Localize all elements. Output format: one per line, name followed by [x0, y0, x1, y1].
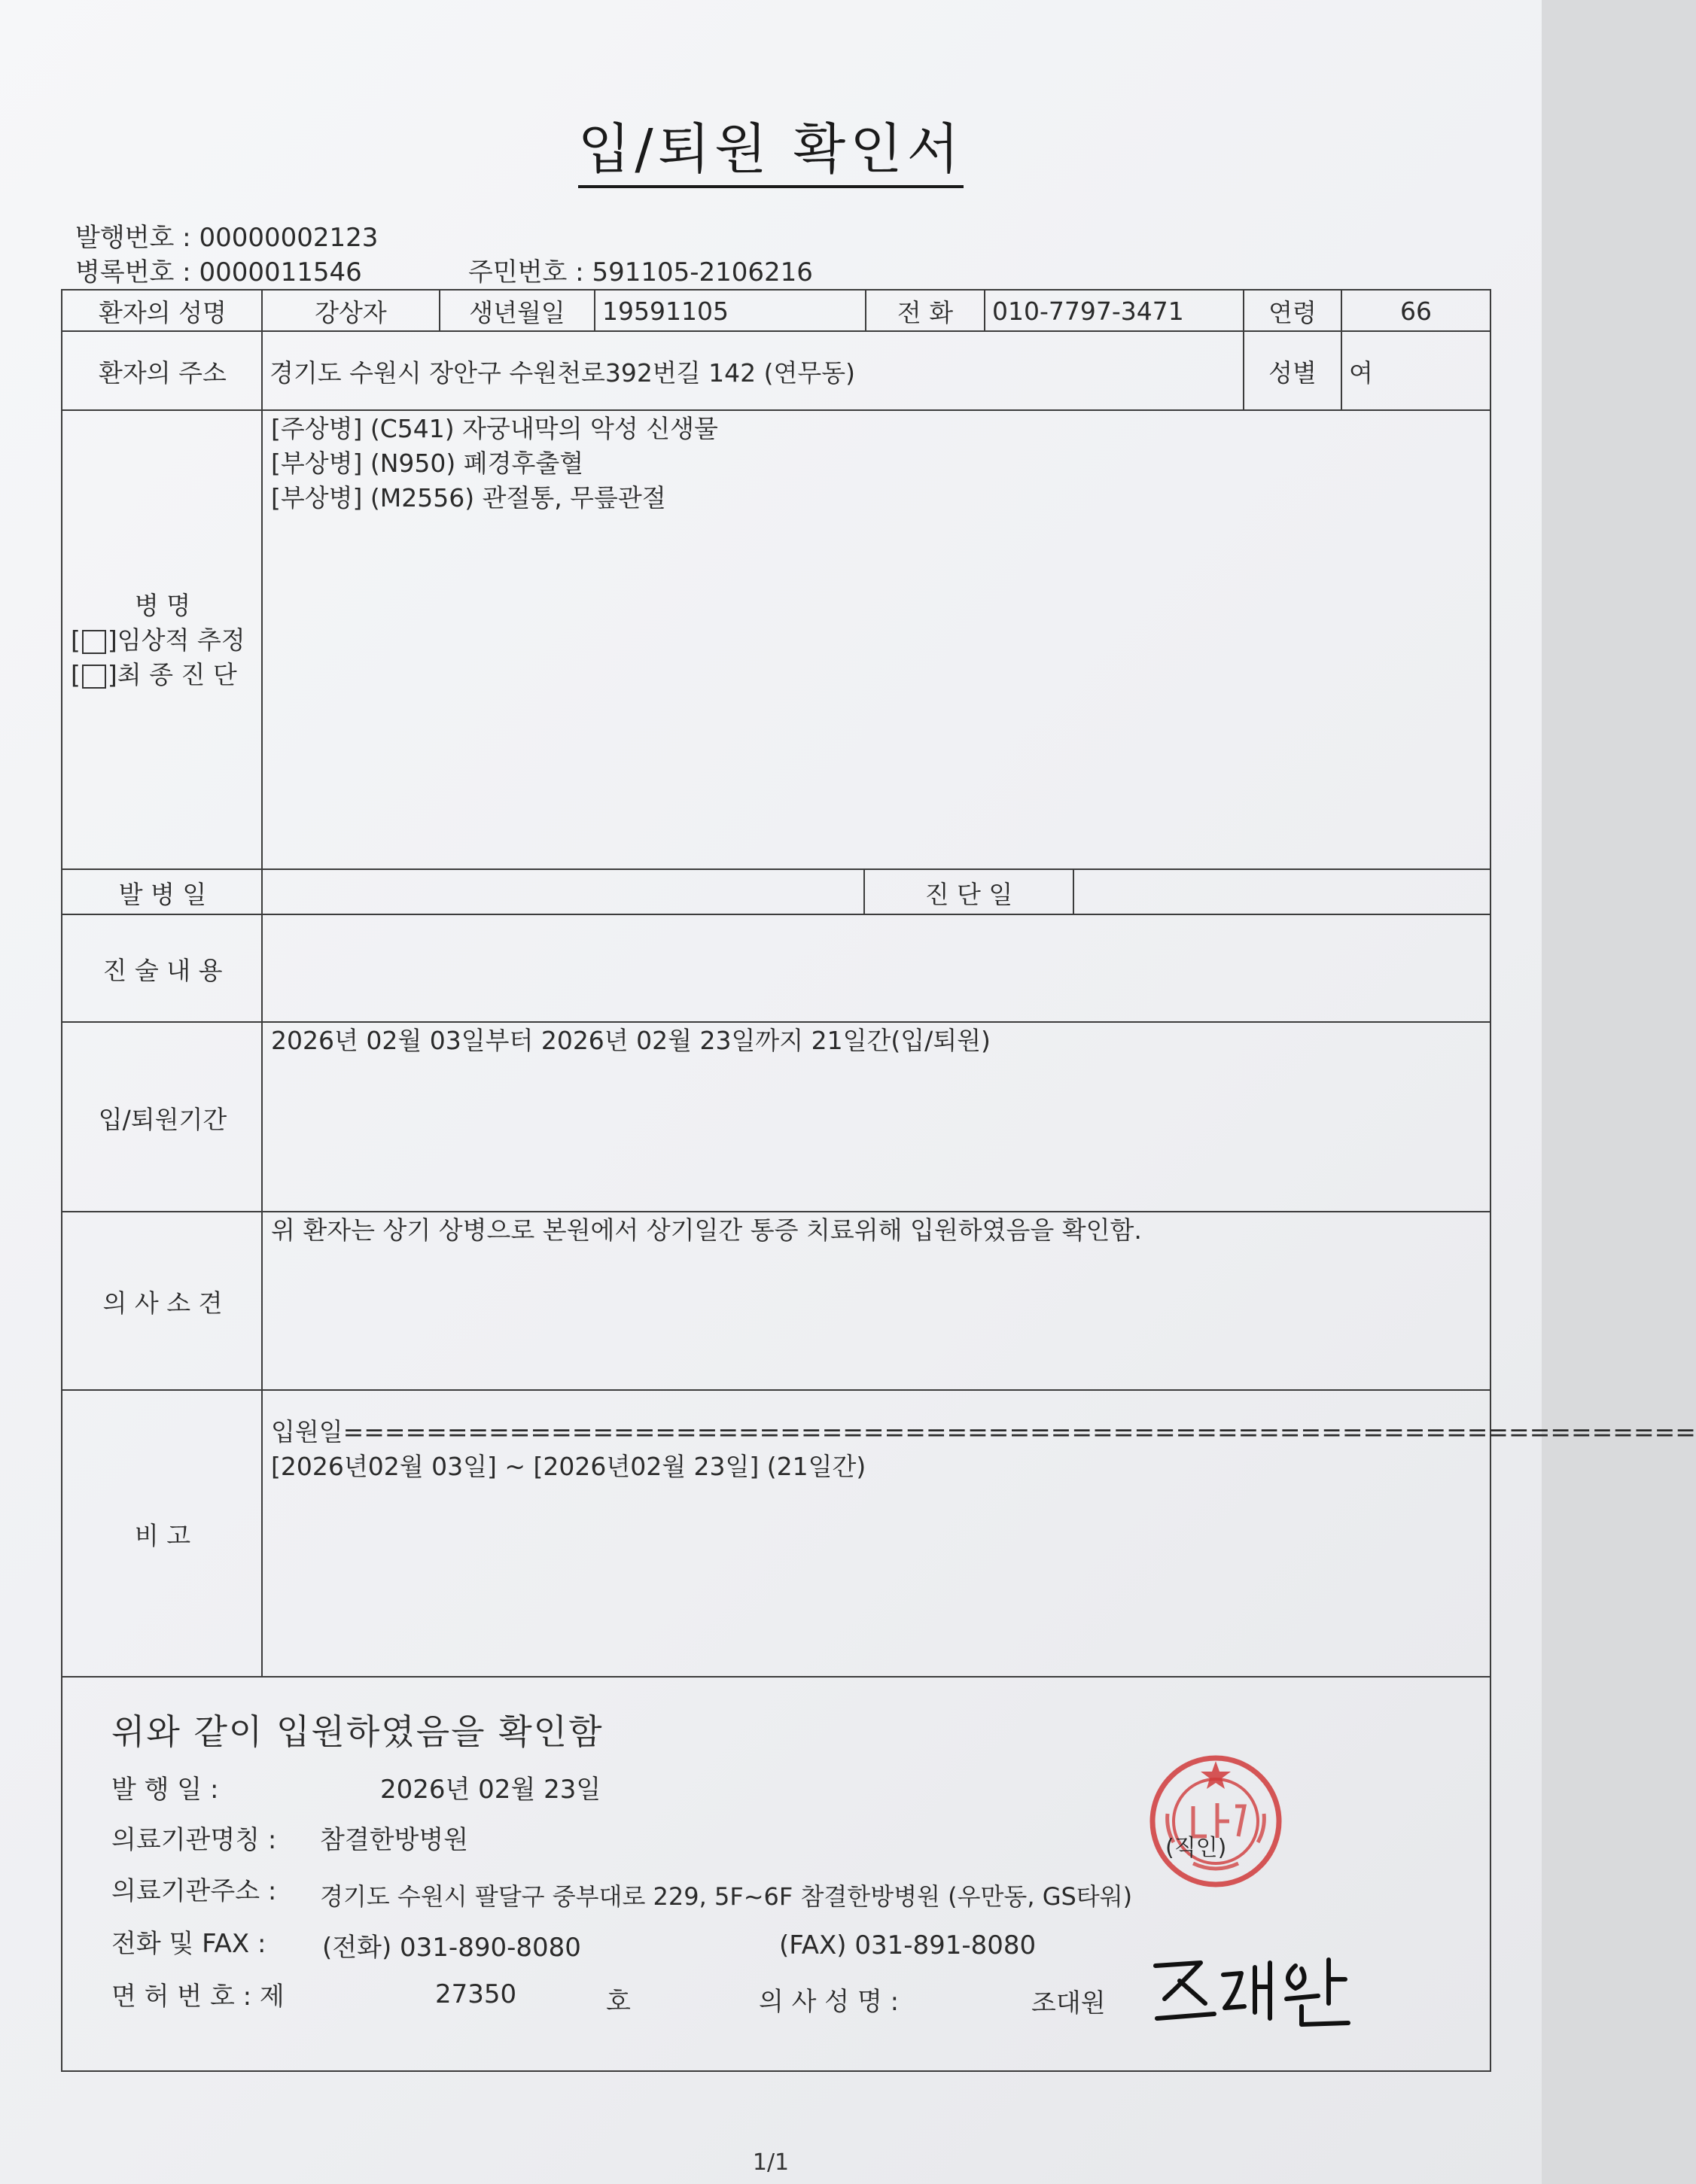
diagnosis-label: 병 명: [134, 591, 191, 620]
sex-value: 여: [1349, 358, 1373, 388]
page-number: 1/1: [752, 2149, 790, 2176]
license-label: 면 허 번 호 : 제: [111, 1982, 285, 2012]
hospital-name: 참결한방병원: [320, 1825, 469, 1855]
birth-date: 19591105: [602, 297, 729, 326]
diagnosis-line: [부상병] (N950) 폐경후출혈: [271, 449, 584, 478]
record-number: 병록번호 : 0000011546: [75, 257, 362, 287]
diagnosis-date-label: 진 단 일: [924, 879, 1013, 909]
patient-name-label: 환자의 성명: [99, 298, 227, 327]
age-label: 연령: [1268, 298, 1317, 327]
license-suffix: 호: [606, 1987, 631, 2017]
admission-period-value: 2026년 02월 03일부터 2026년 02월 23일까지 21일간(입/퇴원): [271, 1026, 991, 1055]
birth-date-label: 생년월일: [469, 298, 565, 327]
doctor-opinion-label: 의 사 소 견: [102, 1288, 223, 1318]
remarks-line: [2026년02월 03일] ~ [2026년02월 23일] (21일간): [271, 1452, 866, 1481]
diagnosis-label-cell: [63, 412, 262, 869]
license-number: 27350: [435, 1979, 517, 2009]
age-value: 66: [1400, 297, 1432, 326]
doctor-name: 조대원: [1031, 1988, 1106, 2018]
confirmation-statement: 위와 같이 입원하였음을 확인함: [111, 1711, 604, 1752]
remarks-value: [263, 1415, 1696, 1671]
clinical-estimate-checkbox[interactable]: [82, 630, 106, 654]
issue-date-label: 발 행 일 :: [111, 1775, 219, 1805]
doctor-opinion-value: 위 환자는 상기 상병으로 본원에서 상기일간 통증 치료위해 입원하였음을 확인함.: [271, 1215, 1142, 1245]
statement-value: [262, 916, 1490, 1022]
hospital-seal-icon: [1148, 1754, 1283, 1889]
diagnosis-list: [263, 412, 1489, 869]
remarks-line: 입원일=================================================================: [271, 1417, 1696, 1446]
onset-date-label: 발 병 일: [118, 879, 207, 909]
statement-label: 진 술 내 용: [102, 956, 223, 985]
final-diagnosis-option: [ ]최 종 진 단: [71, 660, 237, 689]
diagnosis-line: [부상병] (M2556) 관절통, 무릎관절: [271, 483, 666, 513]
sex-label: 성별: [1268, 358, 1317, 388]
phone-number: 010-7797-3471: [992, 297, 1184, 326]
patient-name: 강상자: [315, 298, 387, 327]
hospital-name-label: 의료기관명칭 :: [111, 1825, 277, 1855]
hospital-fax: (FAX) 031-891-8080: [779, 1930, 1037, 1960]
document-title: 입/퇴원 확인서: [0, 105, 1542, 184]
hospital-address-label: 의료기관주소 :: [111, 1876, 277, 1906]
patient-address: 경기도 수원시 장안구 수원천로392번길 142 (연무동): [269, 358, 855, 388]
resident-number: 주민번호 : 591105-2106216: [468, 257, 813, 287]
clinical-estimate-option: [ ]임상적 추정: [71, 625, 245, 655]
issue-number: 발행번호 : 00000002123: [75, 223, 379, 253]
admission-period-label: 입/퇴원기간: [98, 1104, 227, 1134]
issue-date: 2026년 02월 23일: [380, 1775, 601, 1805]
doctor-name-label: 의 사 성 명 :: [759, 1987, 900, 2017]
remarks-label: 비 고: [134, 1521, 191, 1550]
diagnosis-date-value: [1073, 871, 1490, 914]
phone-label: 전 화: [897, 298, 954, 327]
address-label: 환자의 주소: [99, 358, 227, 388]
hospital-address: 경기도 수원시 팔달구 중부대로 229, 5F~6F 참결한방병원 (우만동, GS타워): [320, 1882, 1133, 1911]
doctor-signature-icon: [1148, 1949, 1359, 2032]
contact-label: 전화 및 FAX :: [111, 1929, 266, 1959]
onset-date-value: [262, 871, 864, 914]
seal-mark: (직인): [1165, 1835, 1227, 1861]
diagnosis-line: [주상병] (C541) 자궁내막의 악성 신생물: [271, 414, 718, 443]
hospital-tel: (전화) 031-890-8080: [322, 1933, 581, 1963]
final-diagnosis-checkbox[interactable]: [82, 665, 106, 689]
